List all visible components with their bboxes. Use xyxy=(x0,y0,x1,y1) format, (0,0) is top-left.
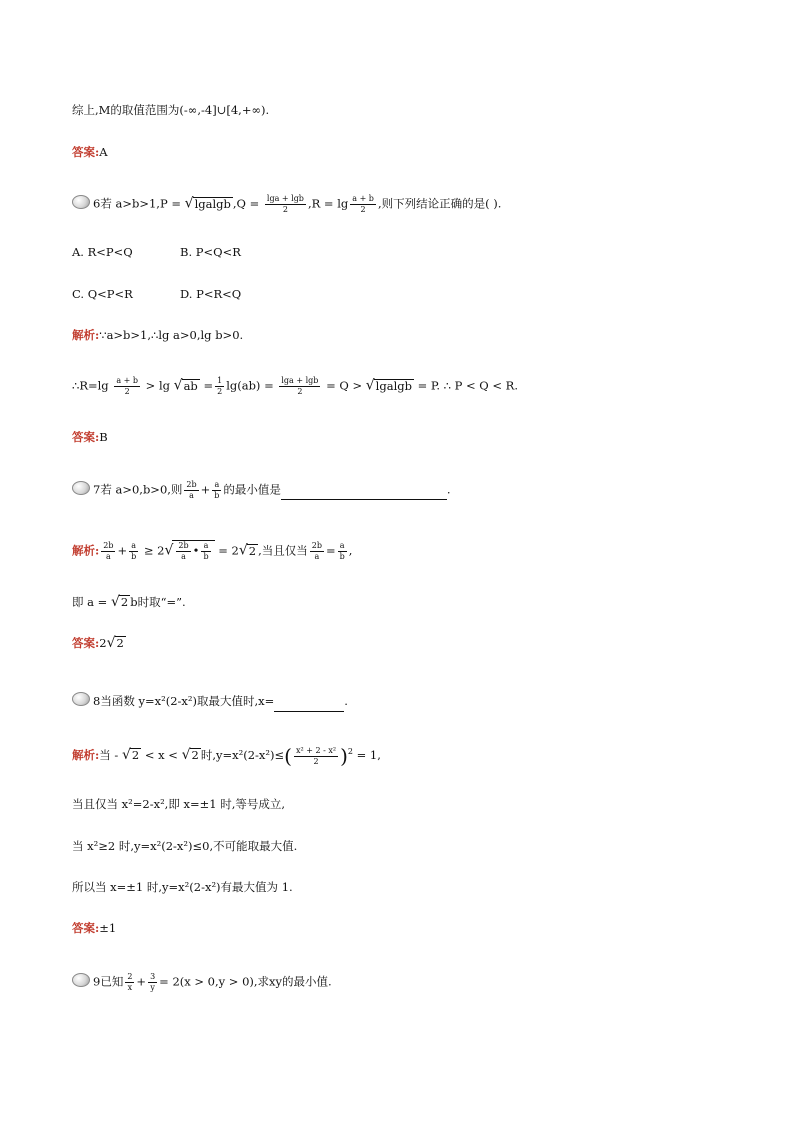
solution-text: 即 a = xyxy=(72,595,108,609)
answer-5-line xyxy=(72,146,108,160)
operator: = xyxy=(325,543,336,558)
fraction-denominator: b xyxy=(131,552,137,561)
fraction-numerator: x² + 2 - x² xyxy=(295,745,337,755)
question-bubble-icon xyxy=(72,481,90,495)
fraction-denominator: a xyxy=(105,552,111,561)
fraction-numerator: 2b xyxy=(103,541,114,550)
option-c: C. Q<P<R xyxy=(72,287,133,301)
sqrt-content: lgalgb xyxy=(194,196,231,211)
option-a: A. R<P<Q xyxy=(72,245,133,259)
solution-text: b时取“=”. xyxy=(130,595,186,609)
fraction-numerator: a + b xyxy=(352,194,374,203)
options-row-1 xyxy=(72,246,241,260)
solution-text: = Q > xyxy=(326,378,363,393)
operator: + xyxy=(200,482,211,497)
question-8 xyxy=(72,692,348,712)
fraction-denominator: a xyxy=(314,552,320,561)
question-text: 已知 xyxy=(100,974,124,989)
fraction-numerator: a + b xyxy=(116,376,138,385)
fraction-denominator: a xyxy=(181,552,186,561)
solution-text: = P. ∴ P < Q < R. xyxy=(417,378,518,393)
sqrt-content: lgalgb xyxy=(375,378,412,393)
fraction-numerator: a xyxy=(129,541,138,552)
fraction xyxy=(265,194,306,215)
fraction-denominator: 2 xyxy=(297,387,303,396)
solution-8-line-1 xyxy=(72,744,381,768)
solution-text: 所以当 x=±1 时,y=x²(2-x²)有最大值为 1. xyxy=(72,880,293,894)
solution-text: 当 x²≥2 时,y=x²(2-x²)≤0,不可能取最大值. xyxy=(72,839,298,853)
radical-icon: √ xyxy=(184,195,194,212)
fraction-numerator: 2b xyxy=(311,541,322,550)
option-d: D. P<R<Q xyxy=(180,287,242,301)
sqrt-content: 2 xyxy=(248,543,257,558)
exponent: 2 xyxy=(347,747,353,757)
fraction xyxy=(125,972,134,993)
question-number: 8 xyxy=(93,694,101,708)
sqrt-content: ab xyxy=(183,378,198,393)
fraction xyxy=(101,541,115,562)
fraction-numerator: a xyxy=(201,541,210,552)
fraction xyxy=(350,194,376,215)
solution-label: 解析: xyxy=(72,543,100,558)
solution-text: = 1, xyxy=(356,748,381,762)
solution-text: 当 - xyxy=(99,748,119,762)
sqrt-content: 2 xyxy=(120,595,129,609)
question-text: ,R = lg xyxy=(307,196,349,211)
operator: • xyxy=(192,543,200,558)
fraction-numerator: 1 xyxy=(217,376,223,385)
options-row-2 xyxy=(72,288,241,302)
solution-text: lg(ab) = xyxy=(226,378,274,393)
solution-text: < x < xyxy=(144,748,178,762)
fraction-denominator: 2 xyxy=(124,387,130,396)
fraction xyxy=(294,746,338,767)
question-text: ,Q = xyxy=(232,196,260,211)
answer-value: 2 xyxy=(99,636,107,650)
fraction-denominator: a xyxy=(189,491,194,500)
answer-label: 答案: xyxy=(72,636,100,650)
solution-8-line-2 xyxy=(72,798,285,812)
question-6 xyxy=(72,194,501,215)
solution-text: ≥ 2 xyxy=(143,543,165,558)
question-9 xyxy=(72,972,332,993)
answer-label: 答案: xyxy=(72,145,100,159)
solution-text: , xyxy=(348,543,353,558)
solution-6-line-1 xyxy=(72,329,243,343)
question-text: = 2(x > 0,y > 0),求xy的最小值. xyxy=(159,974,332,989)
radical-icon: √ xyxy=(121,747,131,763)
question-bubble-icon xyxy=(72,973,90,987)
fraction xyxy=(310,541,324,562)
fraction-denominator: b xyxy=(203,552,209,561)
answer-7-line xyxy=(72,635,126,652)
solution-text: 时,y=x²(2-x²)≤ xyxy=(200,748,285,762)
fraction xyxy=(148,972,157,993)
fraction-denominator: y xyxy=(150,983,155,992)
question-number: 6 xyxy=(93,196,101,211)
solution-text: ,当且仅当 xyxy=(258,543,308,558)
question-7 xyxy=(72,480,451,501)
fraction-denominator: 2 xyxy=(282,205,288,214)
answer-6-line xyxy=(72,431,108,445)
question-number: 9 xyxy=(93,974,101,989)
fraction xyxy=(201,541,210,562)
solution-8-line-3 xyxy=(72,840,297,854)
fraction-denominator: 2 xyxy=(360,205,366,214)
fraction-denominator: 2 xyxy=(313,756,319,766)
fraction-numerator: a xyxy=(212,480,221,491)
fraction-numerator: 2b xyxy=(186,480,197,489)
question-text: . xyxy=(344,694,348,708)
fraction-denominator: x xyxy=(127,983,133,992)
fraction xyxy=(129,541,138,562)
answer-value: ±1 xyxy=(99,921,117,935)
solution-6-line-2 xyxy=(72,376,518,397)
answer-value: B xyxy=(99,430,108,444)
question-number: 7 xyxy=(93,482,101,497)
radical-icon: √ xyxy=(173,377,183,394)
radical-icon: √ xyxy=(164,542,174,559)
operator: + xyxy=(117,543,128,558)
option-b: B. P<Q<R xyxy=(180,245,241,259)
sqrt-content: 2 xyxy=(116,636,124,650)
sqrt-content: 2 xyxy=(131,748,140,762)
fraction-denominator: 2 xyxy=(217,387,223,396)
question-text: 的最小值是 xyxy=(223,482,281,497)
answer-label: 答案: xyxy=(72,921,100,935)
answer-blank xyxy=(281,486,447,501)
fraction-denominator: b xyxy=(339,552,345,561)
radical-icon: √ xyxy=(365,377,375,394)
solution-text: ∵a>b>1,∴lg a>0,lg b>0. xyxy=(99,328,244,342)
solution-label: 解析: xyxy=(72,748,100,762)
solution-8-line-4 xyxy=(72,881,293,895)
fraction-numerator: 2 xyxy=(127,972,133,981)
fraction-numerator: a xyxy=(338,541,347,552)
solution-text: = 2 xyxy=(218,543,239,558)
solution-text: ∴R=lg xyxy=(72,378,109,393)
radical-icon: √ xyxy=(110,594,120,610)
question-text: 若 a>0,b>0,则 xyxy=(100,482,183,497)
solution-label: 解析: xyxy=(72,328,100,342)
operator: + xyxy=(136,974,147,989)
radical-icon: √ xyxy=(238,542,248,559)
question-text: 当函数 y=x²(2-x²)取最大值时,x= xyxy=(100,694,275,708)
solution-7-line-1 xyxy=(72,540,352,562)
fraction-denominator: b xyxy=(214,491,220,500)
solution-text: 当且仅当 x²=2-x²,即 x=±1 时,等号成立, xyxy=(72,797,286,811)
radical-icon: √ xyxy=(106,635,116,651)
fraction xyxy=(176,541,190,562)
solution-text: = xyxy=(203,378,214,393)
answer-value: A xyxy=(99,145,108,159)
answer-blank xyxy=(274,697,344,712)
question-text: . xyxy=(446,482,451,497)
fraction-numerator: 3 xyxy=(150,972,156,981)
fraction xyxy=(114,376,140,397)
question-text: ,则下列结论正确的是( ). xyxy=(377,196,502,211)
solution-7-line-2 xyxy=(72,594,186,611)
fraction-numerator: lga + lgb xyxy=(281,376,319,385)
summary-text: 综上,M的取值范围为(-∞,-4]∪[4,+∞). xyxy=(72,103,270,117)
question-bubble-icon xyxy=(72,195,90,209)
fraction-numerator: lga + lgb xyxy=(266,194,304,203)
right-paren-icon: ) xyxy=(340,744,348,768)
fraction xyxy=(184,480,198,501)
fraction xyxy=(212,480,221,501)
left-paren-icon: ( xyxy=(284,744,292,768)
fraction xyxy=(215,376,224,397)
sqrt-content: 2 xyxy=(191,748,199,762)
answer-label: 答案: xyxy=(72,430,100,444)
sqrt-content xyxy=(172,540,214,562)
summary-line xyxy=(72,104,269,118)
fraction xyxy=(338,541,347,562)
question-bubble-icon xyxy=(72,692,90,706)
radical-icon: √ xyxy=(181,747,191,763)
answer-8-line xyxy=(72,922,116,936)
question-text: 若 a>b>1,P = xyxy=(100,196,181,211)
fraction-numerator: 2b xyxy=(178,541,189,550)
fraction xyxy=(279,376,320,397)
solution-text: > lg xyxy=(145,378,170,393)
